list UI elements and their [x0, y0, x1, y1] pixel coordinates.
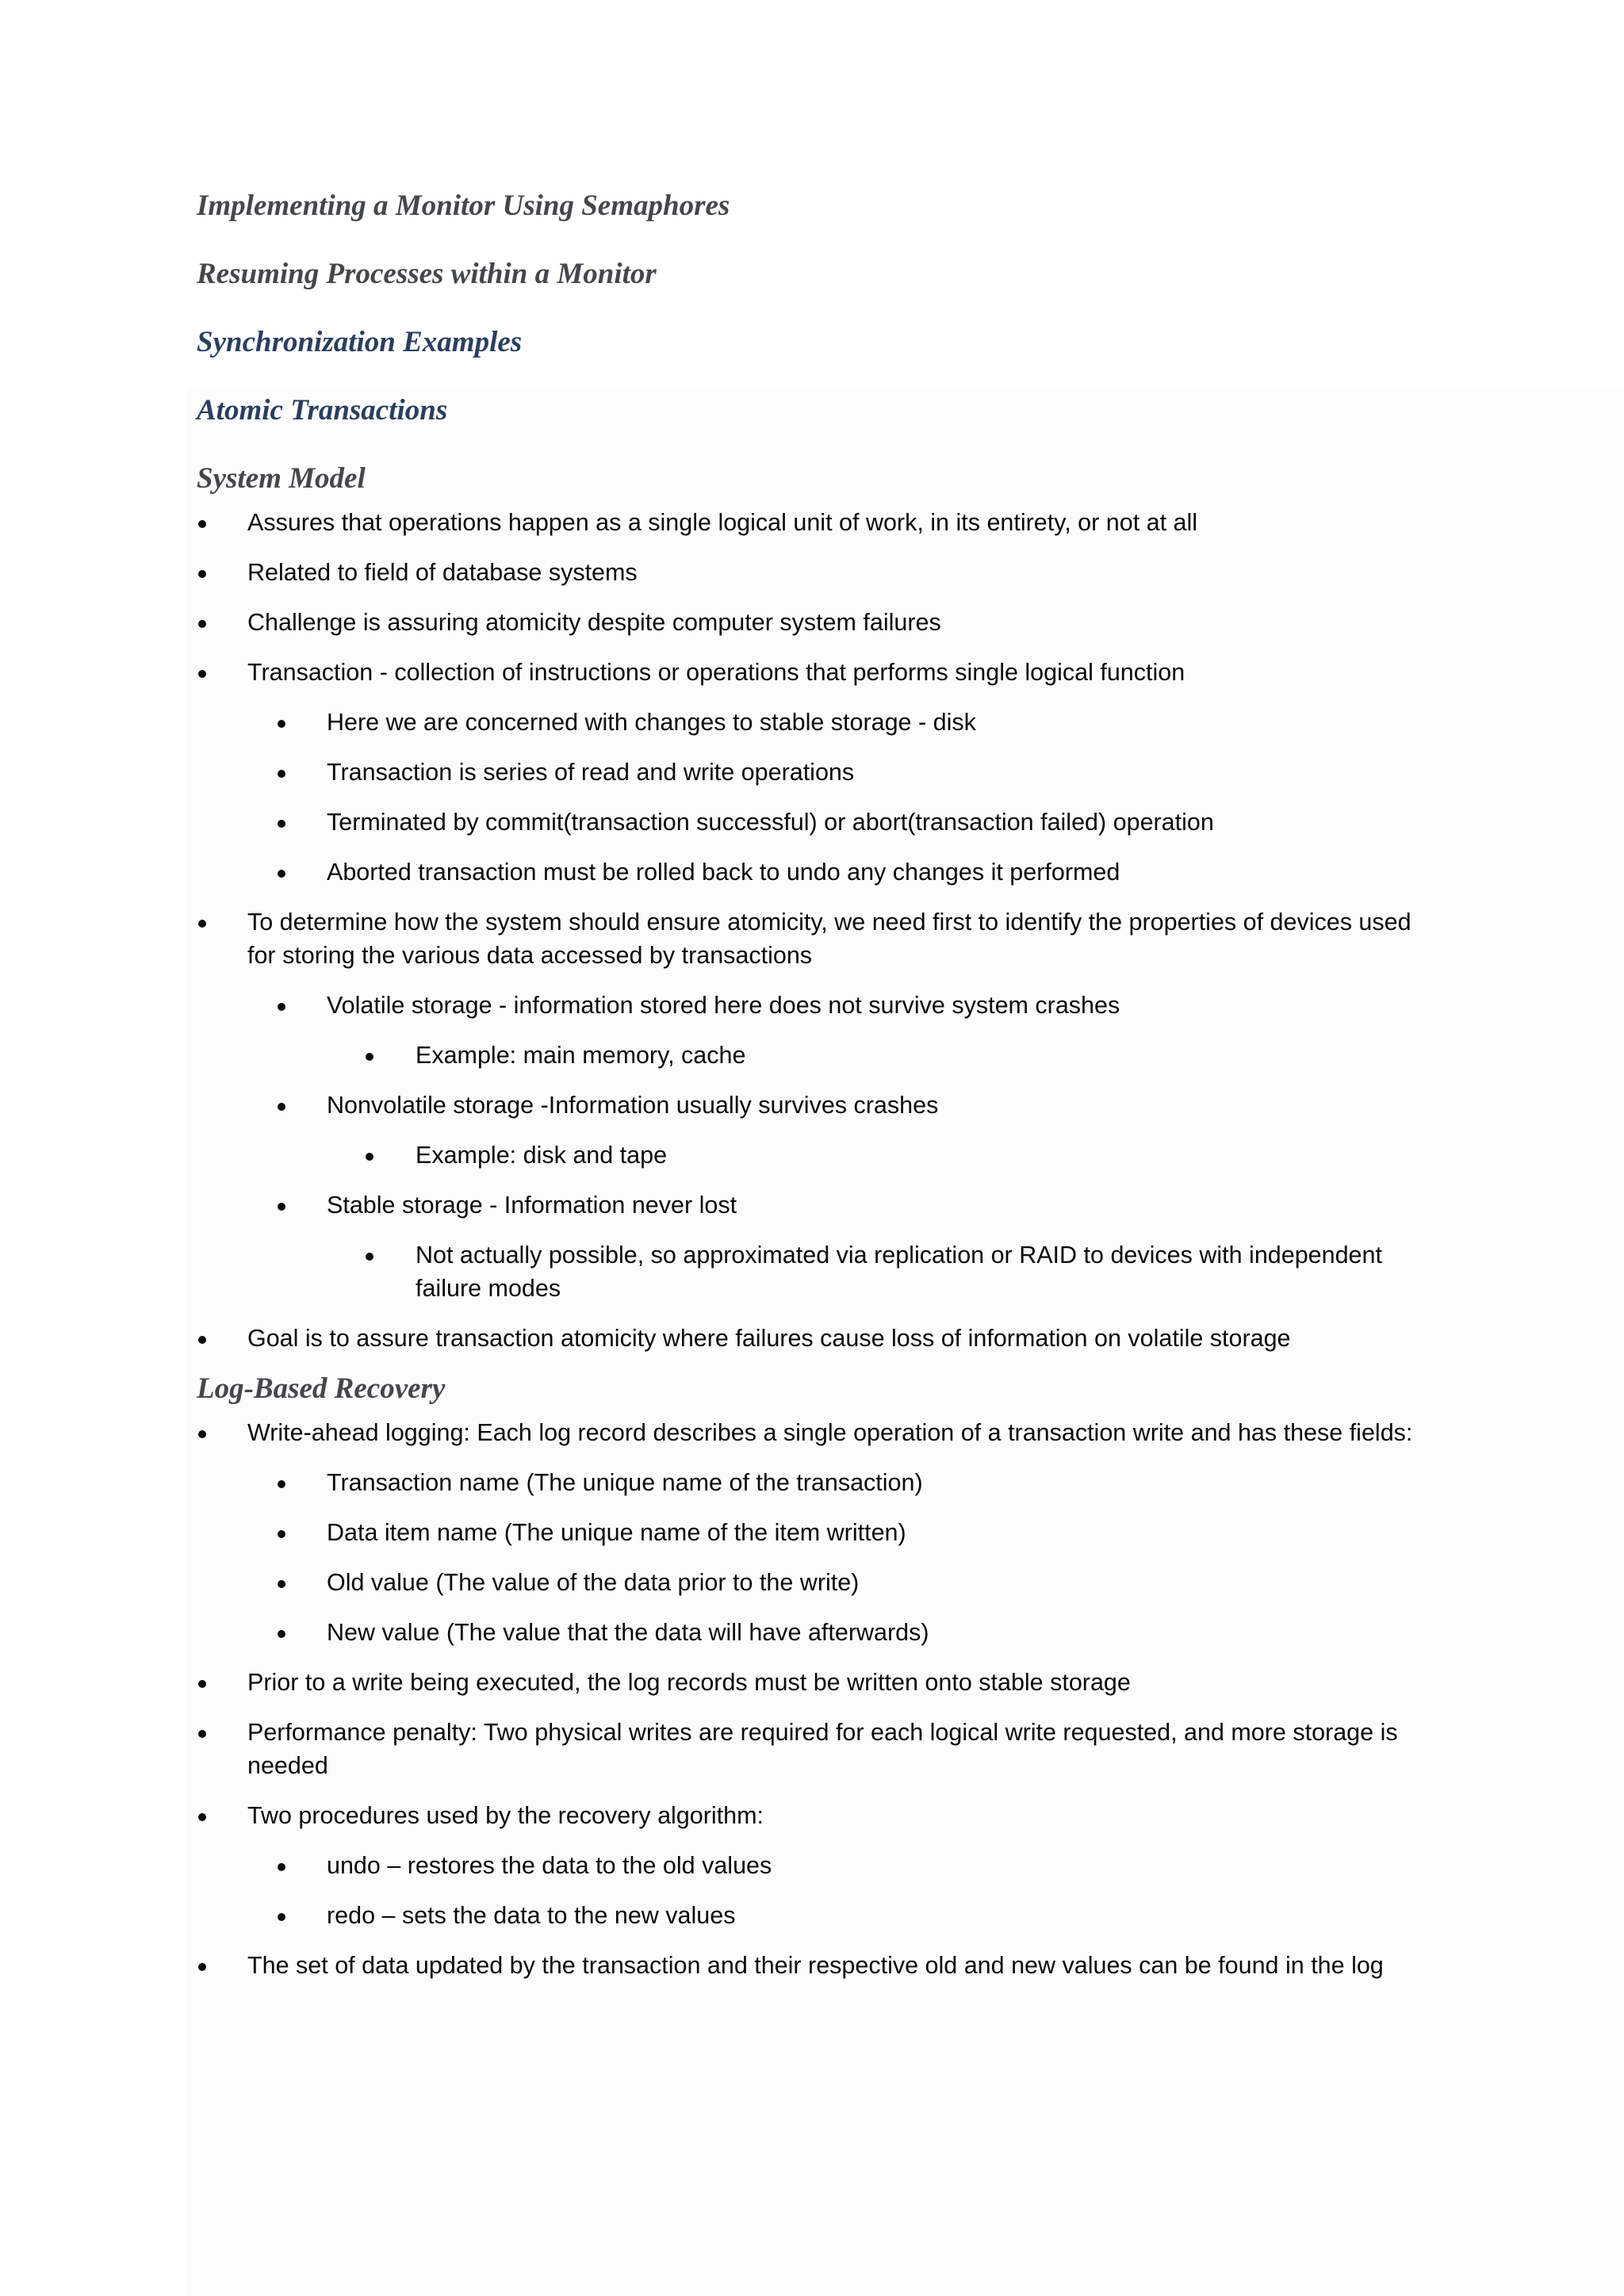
bullet-icon [278, 1103, 285, 1111]
list-item [197, 1466, 1434, 1499]
bullet-icon [198, 1680, 206, 1688]
list-item-text: Prior to a write being executed, the log records must be written onto stable storage [247, 1669, 1131, 1696]
list-item [197, 806, 1434, 839]
bullet-icon [366, 1153, 373, 1161]
list-item [197, 1566, 1434, 1599]
list-item [197, 1188, 1434, 1222]
list-item-text: Stable storage - Information never lost [327, 1192, 737, 1219]
list-item [197, 855, 1434, 889]
bullet-icon [198, 570, 206, 578]
list-item [197, 556, 1434, 589]
list-item [197, 1138, 1434, 1172]
list-item [197, 1616, 1434, 1649]
list-item [197, 1899, 1434, 1932]
list-item-text: redo – sets the data to the new values [327, 1902, 736, 1929]
bullet-icon [278, 1913, 285, 1921]
list-item [197, 1416, 1434, 1449]
bullet-icon [278, 1480, 285, 1488]
bullet-icon [278, 770, 285, 778]
list-item-text: Assures that operations happen as a single logical unit of work, in its entirety, or not at all [247, 509, 1198, 536]
list-item-text: Nonvolatile storage -Information usually survives crashes [327, 1092, 939, 1119]
bullet-icon [278, 1003, 285, 1011]
document-page [197, 189, 1434, 1999]
list-item [197, 905, 1434, 972]
list-item [197, 606, 1434, 639]
list-item-text: Example: main memory, cache [416, 1042, 746, 1069]
bullet-icon [278, 1630, 285, 1638]
list-item-text: Aborted transaction must be rolled back to undo any changes it performed [327, 859, 1120, 886]
list-item-text: Goal is to assure transaction atomicity where failures cause loss of information on volatile storage [247, 1325, 1291, 1352]
list-item [197, 1666, 1434, 1699]
heading-resuming-processes: Resuming Processes within a Monitor [197, 258, 657, 290]
bullet-icon [198, 1730, 206, 1738]
bullet-icon [278, 820, 285, 828]
list-item-text: Write-ahead logging: Each log record describes a single operation of a transaction write and has these fields: [247, 1419, 1413, 1446]
list-item [197, 989, 1434, 1022]
bullet-icon [278, 870, 285, 878]
bullet-icon [198, 1336, 206, 1344]
bullet-icon [366, 1053, 373, 1061]
heading-implementing-monitor: Implementing a Monitor Using Semaphores [197, 189, 730, 222]
list-item-text: Related to field of database systems [247, 559, 638, 586]
list-item [197, 506, 1434, 539]
list-item-text: Transaction - collection of instructions or operations that performs single logical function [247, 659, 1185, 686]
list-item-text: New value (The value that the data will have afterwards) [327, 1619, 929, 1646]
heading-system-model: System Model [197, 462, 366, 495]
heading-log-based-recovery: Log-Based Recovery [197, 1372, 446, 1405]
list-item-text: The set of data updated by the transaction and their respective old and new values can be found in the log [247, 1952, 1384, 1979]
bullet-icon [198, 1430, 206, 1438]
bullet-icon [198, 520, 206, 528]
heading-atomic-transactions: Atomic Transactions [197, 394, 448, 427]
list-item [197, 1849, 1434, 1882]
list-item [197, 1322, 1434, 1355]
bullet-icon [366, 1253, 373, 1261]
bullet-icon [198, 620, 206, 628]
list-item-text: undo – restores the data to the old values [327, 1852, 772, 1879]
list-item [197, 1716, 1434, 1782]
log-recovery-list [197, 1416, 1434, 1982]
list-item-text: Example: disk and tape [416, 1142, 668, 1169]
bullet-icon [278, 720, 285, 728]
system-model-list [197, 506, 1434, 1355]
list-item-text: Old value (The value of the data prior to the write) [327, 1569, 860, 1596]
bullet-icon [278, 1863, 285, 1871]
list-item-text: Performance penalty: Two physical writes are required for each logical write requested, and more storage is needed [247, 1719, 1398, 1779]
list-item [197, 756, 1434, 789]
list-item-text: Challenge is assuring atomicity despite computer system failures [247, 609, 941, 636]
list-item [197, 1516, 1434, 1549]
list-item-text: Not actually possible, so approximated via replication or RAID to devices with independent failure modes [416, 1242, 1382, 1302]
list-item [197, 1039, 1434, 1072]
list-item-text: To determine how the system should ensure atomicity, we need first to identify the properties of devices used for storing the various data accessed by transactions [247, 909, 1411, 969]
list-item-text: Transaction is series of read and write operations [327, 759, 855, 786]
bullet-icon [198, 1963, 206, 1971]
list-item-text: Transaction name (The unique name of the transaction) [327, 1469, 923, 1496]
list-item [197, 1799, 1434, 1832]
bullet-icon [278, 1580, 285, 1588]
heading-synchronization-examples: Synchronization Examples [197, 326, 523, 358]
list-item [197, 1949, 1434, 1982]
bullet-icon [198, 670, 206, 678]
list-item-text: Here we are concerned with changes to stable storage - disk [327, 709, 976, 736]
bullet-icon [278, 1530, 285, 1538]
list-item [197, 656, 1434, 689]
bullet-icon [278, 1203, 285, 1211]
bullet-icon [198, 920, 206, 928]
list-item [197, 1238, 1434, 1305]
list-item [197, 1089, 1434, 1122]
list-item-text: Data item name (The unique name of the item written) [327, 1519, 906, 1546]
bullet-icon [198, 1813, 206, 1821]
list-item-text: Two procedures used by the recovery algorithm: [247, 1802, 764, 1829]
list-item-text: Terminated by commit(transaction successful) or abort(transaction failed) operation [327, 809, 1214, 836]
list-item [197, 706, 1434, 739]
list-item-text: Volatile storage - information stored here does not survive system crashes [327, 992, 1120, 1019]
